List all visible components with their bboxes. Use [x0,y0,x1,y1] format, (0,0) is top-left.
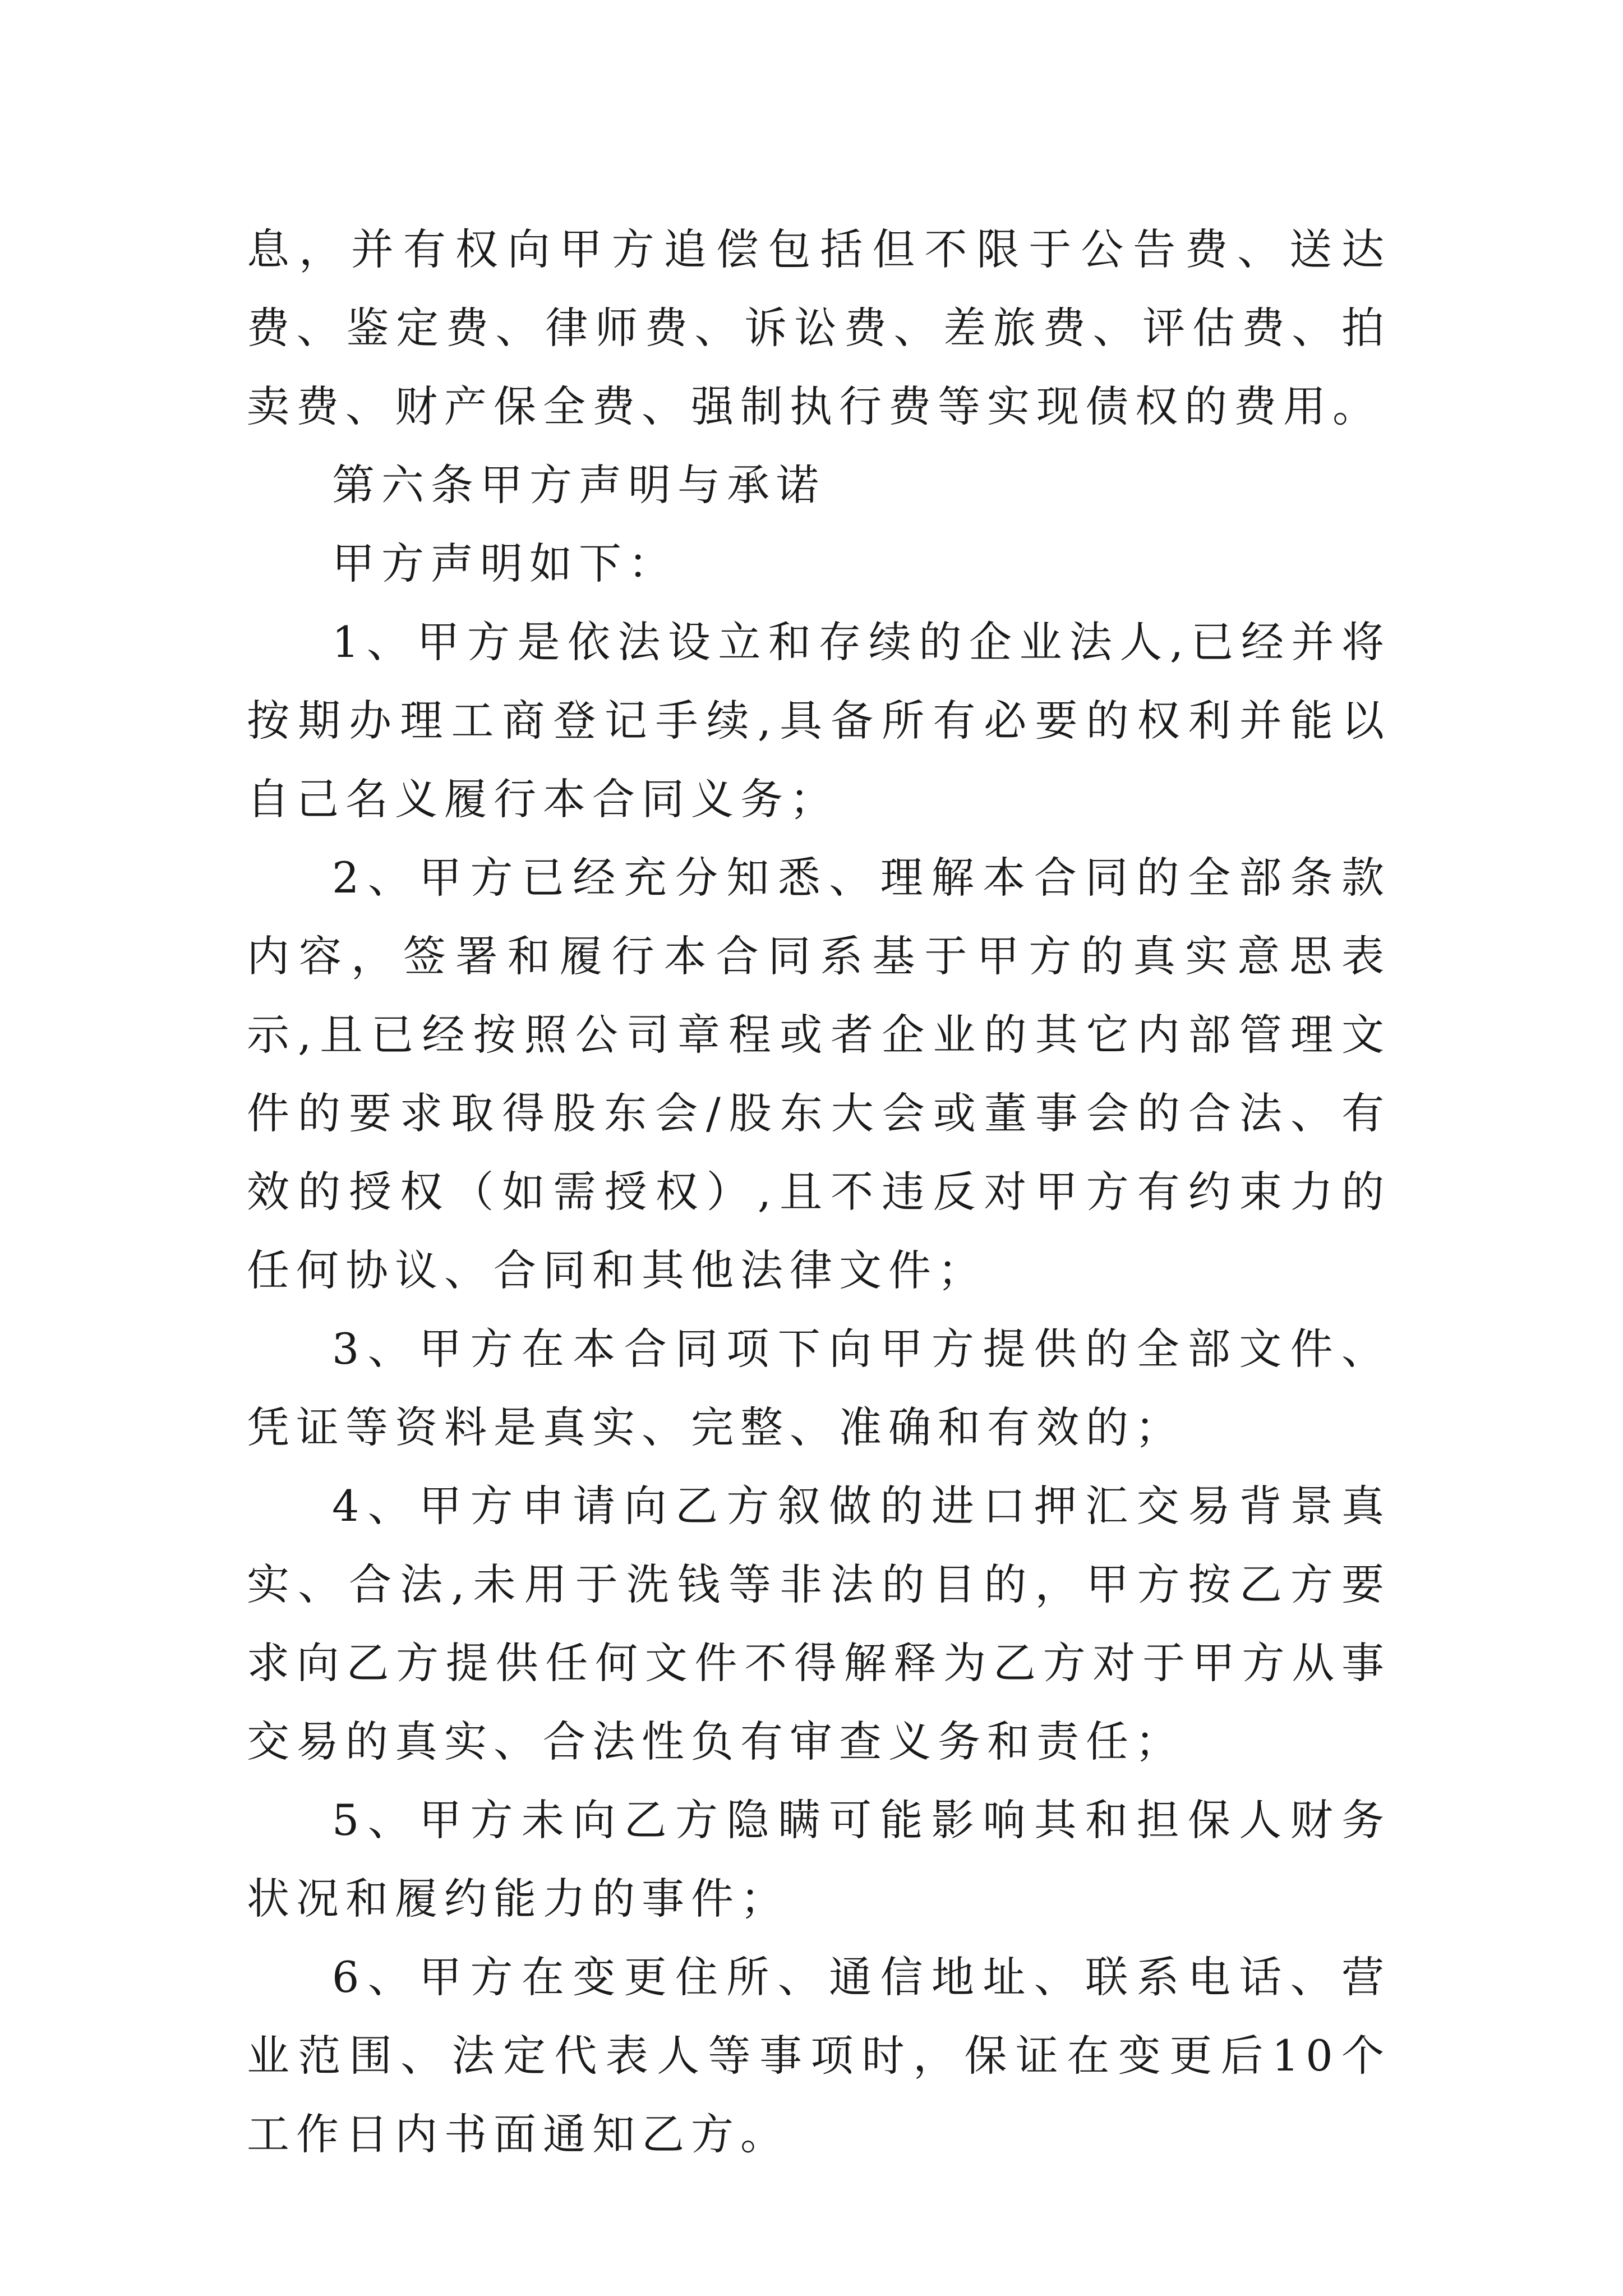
document-body [247,210,1391,2174]
declaration-item-1: 1、甲方是依法设立和存续的企业法人,已经并将按期办理工商登记手续,具备所有必要的权利并能以自己名义履行本合同义务； [247,617,1391,824]
paragraph-continuation: 息，并有权向甲方追偿包括但不限于公告费、送达费、鉴定费、律师费、诉讼费、差旅费、评估费、拍卖费、财产保全费、强制执行费等实现债权的费用。 [247,224,1391,431]
declaration-item-6: 6、甲方在变更住所、通信地址、联系电话、营业范围、法定代表人等事项时，保证在变更后10个工作日内书面通知乙方。 [247,1952,1391,2159]
declaration-item-3: 3、甲方在本合同项下向甲方提供的全部文件、凭证等资料是真实、完整、准确和有效的； [247,1324,1391,1452]
article-heading: 第六条甲方声明与承诺 [332,460,826,510]
declaration-item-5: 5、甲方未向乙方隐瞒可能影响其和担保人财务状况和履约能力的事件； [247,1795,1391,1924]
declaration-item-4: 4、甲方申请向乙方叙做的进口押汇交易背景真实、合法,未用于洗钱等非法的目的，甲方按乙方要求向乙方提供任何文件不得解释为乙方对于甲方从事交易的真实、合法性负有审查义务和责任； [247,1481,1391,1766]
declaration-item-2: 2、甲方已经充分知悉、理解本合同的全部条款内容，签署和履行本合同系基于甲方的真实意思表示,且已经按照公司章程或者企业的其它内部管理文件的要求取得股东会/股东大会或董事会的合法、有效的授权（如需授权）,且不违反对甲方有约束力的任何协议、合同和其他法律文件； [247,853,1391,1295]
declaration-intro: 甲方声明如下： [332,539,677,588]
